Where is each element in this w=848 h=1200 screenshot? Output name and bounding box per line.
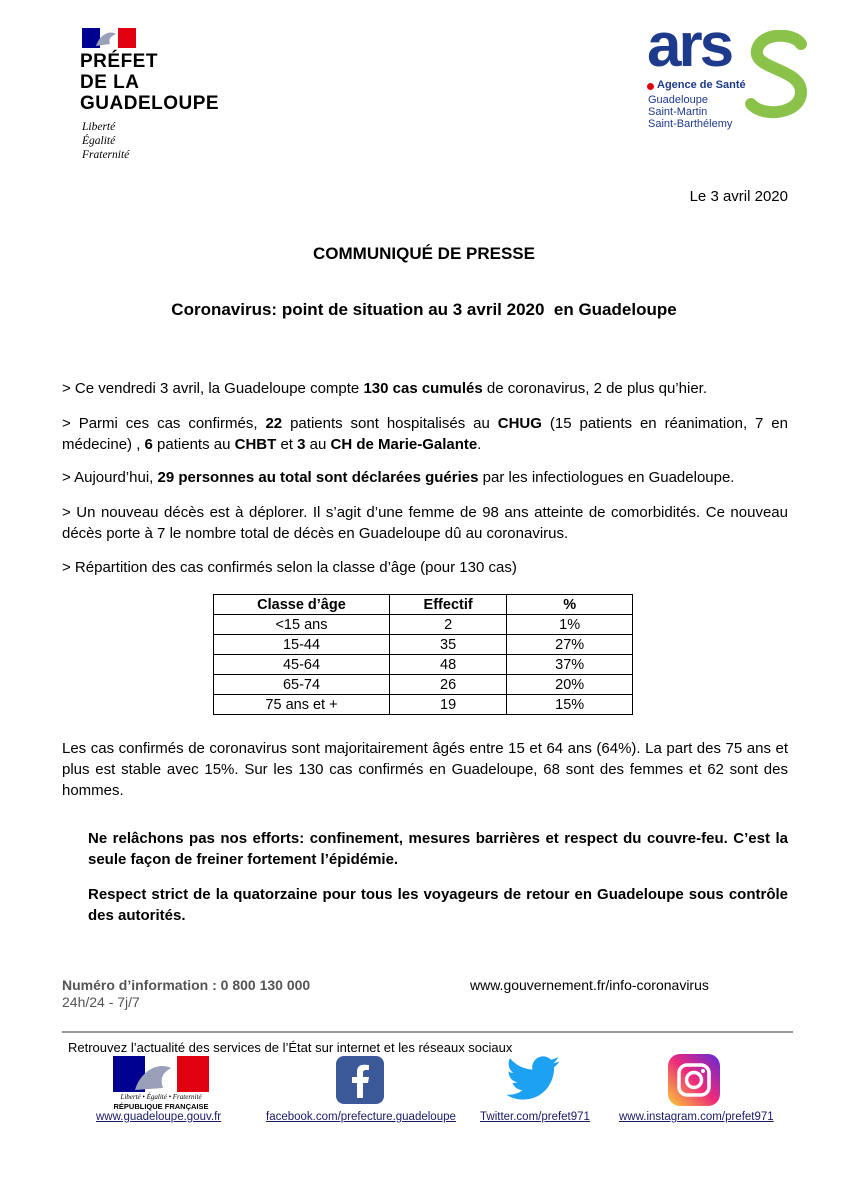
p2-t11: CH de Marie-Galante (330, 436, 478, 453)
p2-t1: 22 (265, 415, 283, 432)
prefet-line-2: DE LA (80, 72, 140, 93)
age-table (213, 594, 633, 715)
info-number: Numéro d’information : 0 800 130 000 (62, 977, 311, 993)
ars-agency: Agence de Santé (657, 79, 746, 91)
page-subtitle: Coronavirus: point de situation au 3 avril 2020 en Guadeloupe (171, 300, 677, 319)
table-cell: 37% (507, 655, 633, 675)
p2-t6: patients au (152, 436, 235, 453)
link-guadeloupe-gouv[interactable]: www.guadeloupe.gouv.fr (96, 1111, 222, 1123)
prefet-line-3: GUADELOUPE (80, 93, 220, 114)
link-twitter[interactable]: Twitter.com/prefet971 (480, 1111, 590, 1123)
table-cell: 75 ans et + (214, 695, 390, 715)
twitter-icon[interactable] (504, 1054, 562, 1106)
table-cell: 26 (389, 675, 506, 695)
paragraph-recovered (62, 467, 788, 488)
date: Le 3 avril 2020 (689, 188, 788, 205)
ars-wordmark: ars (647, 11, 732, 80)
table-cell: 15-44 (214, 635, 390, 655)
twitter-bird-icon (504, 1054, 562, 1106)
p3-t0: > Aujourd’hui, (62, 469, 158, 486)
instagram-camera-icon (668, 1054, 720, 1106)
paragraph-age-intro: > Répartition des cas confirmés selon la classe d’âge (pour 130 cas) (62, 559, 517, 576)
p1-text-b: de coronavirus, 2 de plus qu’hier. (482, 380, 707, 397)
p2-t9: 3 (297, 436, 306, 453)
info-hours: 24h/24 - 7j/7 (62, 994, 140, 1010)
p1-cases-count: 130 cas cumulés (363, 380, 483, 397)
table-cell: 19 (389, 695, 506, 715)
table-cell: <15 ans (214, 615, 390, 635)
table-cell: 15% (507, 695, 633, 715)
p2-t0: > Parmi ces cas confirmés, (62, 415, 266, 432)
table-row (214, 675, 633, 695)
paragraph-deaths: > Un nouveau décès est à déplorer. Il s’agit d’une femme de 98 ans atteinte de comorbidités. Ce nouveau décès porte à 7 le nombre total de décès en Guadeloupe dû au coronavirus. (62, 504, 788, 542)
p3-t1: 29 personnes au total sont déclarées guéries (157, 469, 479, 486)
table-header-row (214, 595, 633, 615)
table-row (214, 635, 633, 655)
table-cell: 1% (507, 615, 633, 635)
ars-region-3: Saint-Barthélemy (648, 118, 733, 130)
facebook-glyph-icon (336, 1056, 384, 1104)
info-website[interactable]: www.gouvernement.fr/info-coronavirus (470, 977, 709, 993)
motto-liberte: Liberté (82, 121, 116, 133)
table-cell: 65-74 (214, 675, 390, 695)
link-instagram[interactable]: www.instagram.com/prefet971 (619, 1111, 774, 1123)
p1-text-a: > Ce vendredi 3 avril, la Guadeloupe compte (62, 380, 364, 397)
prefet-logo (80, 26, 240, 166)
ars-logo (645, 11, 815, 141)
instagram-icon[interactable] (668, 1054, 720, 1106)
notice-quarantine: Respect strict de la quatorzaine pour tous les voyageurs de retour en Guadeloupe sous contrôle des autorités. (88, 886, 788, 924)
ars-s-icon (743, 30, 813, 122)
table-header: Classe d’âge (214, 595, 390, 615)
ars-region-1: Guadeloupe (648, 94, 708, 106)
table-header: % (507, 595, 633, 615)
p2-t12: . (477, 436, 482, 453)
footer-divider (62, 1031, 793, 1033)
p2-t7: CHBT (234, 436, 277, 453)
table-header: Effectif (389, 595, 506, 615)
table-cell: 45-64 (214, 655, 390, 675)
motto-fraternite: Fraternité (82, 149, 130, 161)
ars-dot-icon (647, 83, 654, 90)
p2-t10: au (305, 436, 331, 453)
p2-t8: et (276, 436, 298, 453)
rf-marianne-icon (113, 1056, 209, 1092)
table-row (214, 615, 633, 635)
table-cell: 2 (389, 615, 506, 635)
table-row (214, 655, 633, 675)
paragraph-cases (62, 378, 788, 399)
link-facebook[interactable]: facebook.com/prefecture.guadeloupe (266, 1111, 456, 1123)
p2-t3: CHUG (497, 415, 542, 432)
footer-intro: Retrouvez l’actualité des services de l’État sur internet et les réseaux sociaux (68, 1040, 513, 1055)
p2-t4: (15 patients en réanimation, 7 en médecine) , (62, 415, 788, 453)
paragraph-summary: Les cas confirmés de coronavirus sont majoritairement âgés entre 15 et 64 ans (64%). La part des 75 ans et plus est stable avec 15%. Sur les 130 cas confirmés en Guadeloupe, 68 sont des femmes et 62 sont des hommes. (62, 740, 788, 799)
motto-egalite: Égalité (82, 135, 116, 147)
p3-t2: par les infectiologues en Guadeloupe. (478, 469, 735, 486)
facebook-icon[interactable] (336, 1056, 384, 1104)
paragraph-hospital (62, 413, 788, 455)
ars-region-2: Saint-Martin (648, 106, 708, 118)
rf-logo[interactable] (113, 1056, 209, 1112)
page-title: COMMUNIQUÉ DE PRESSE (313, 244, 535, 263)
table-cell: 27% (507, 635, 633, 655)
p2-t2: patients sont hospitalisés au (282, 415, 498, 432)
marianne-icon (82, 26, 138, 50)
rf-motto: Liberté • Égalité • Fraternité (120, 1093, 202, 1101)
table-row (214, 695, 633, 715)
p2-t5: 6 (144, 436, 153, 453)
table-cell: 48 (389, 655, 506, 675)
prefet-line-1: PRÉFET (80, 51, 158, 72)
table-cell: 35 (389, 635, 506, 655)
table-cell: 20% (507, 675, 633, 695)
rf-name: RÉPUBLIQUE FRANÇAISE (113, 1102, 209, 1111)
notice-efforts: Ne relâchons pas nos efforts: confinement, mesures barrières et respect du couvre-feu. C’est la seule façon de freiner fortement l’épidémie. (88, 830, 788, 868)
